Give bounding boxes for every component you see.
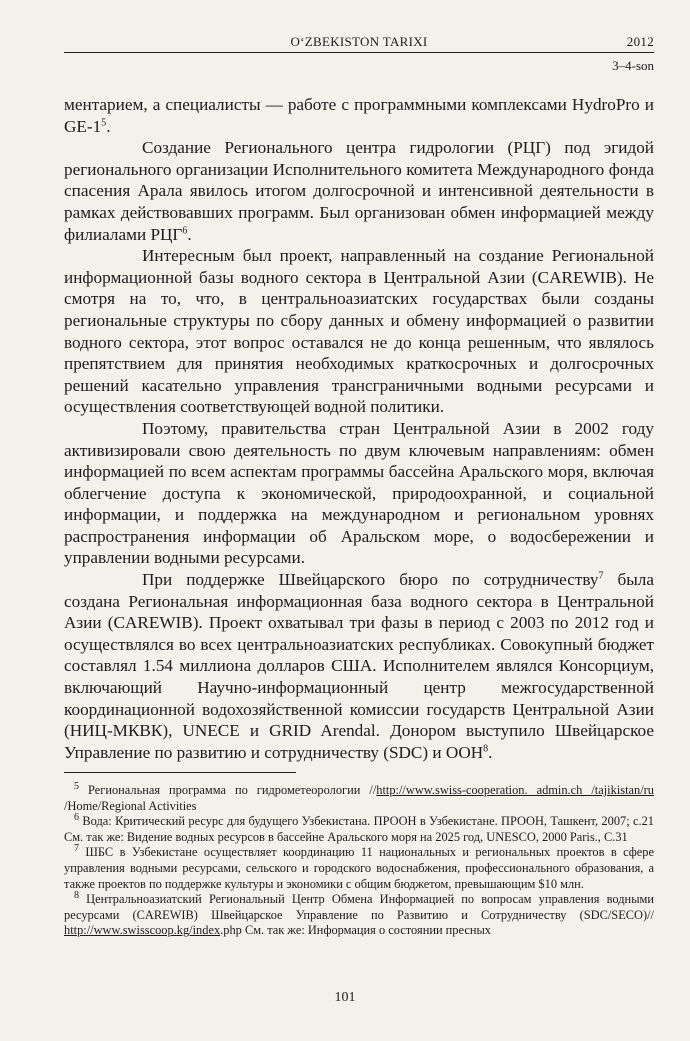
footnote-7 (64, 845, 654, 892)
paragraph-swiss-support (64, 569, 654, 763)
paragraph-text: Интересным был проект, направленный на создание Региональной информационной базы водного сектора в Центральной Азии (CAREWIB). Не смотря на то, что, в центральноазиатских государствах были созданы региональные структуры по сбору данных и обмену информацией о развитии водного сектора, этот вопрос оставался не до конца решенным, что являлось препятствием для принятия необходимых краткосрочных и долгосрочных решений касательно управления трансграничными водными ресурсами и осуществления соответствующей водной политики. (64, 246, 654, 417)
footnote-text: .php См. так же: Информация о состоянии пресных (220, 923, 491, 938)
paragraph-text: При поддержке Швейцарского бюро по сотрудничеству (142, 570, 599, 590)
paragraph-tail: . (488, 742, 493, 762)
footnote-ref-8[interactable]: 8 (483, 743, 489, 755)
issue-number: 3–4-son (612, 58, 654, 73)
paragraph-text: ментарием, а специалисты — работе с программными комплексами HydroPro и GE-1 (64, 95, 654, 136)
footnote-separator (64, 772, 296, 773)
footnote-8 (64, 892, 654, 939)
paragraph-governments (64, 418, 654, 569)
paragraph-rcg (64, 137, 654, 245)
footnote-link[interactable]: http://www.swiss-cooperation. admin.ch /tajikistan/ru (376, 783, 654, 797)
footnote-5 (64, 780, 654, 814)
footnote-link[interactable]: http://www.swisscoop.kg/index (64, 923, 221, 938)
header-year: 2012 (626, 34, 654, 49)
body-text (64, 94, 654, 763)
paragraph-text: была создана Региональная информационная база водного сектора в Центральной Азии (CAREWIB). Проект охватывал три фазы в период с 2003 по 2012 год и осуществлялся во всех центральноазиатских республиках. Совокупный бюджет составлял 1.54 миллиона долларов США. Исполнителем являлся Консорциум, включающий Научно-информационный центр межгосударственной координационной водохозяйственной комиссии государств Центральной Азии (НИЦ-МКВК), UNECE и GRID Arendal. Донором выступило Швейцарское Управление по развитию и сотрудничеству (SDC) и ООН (64, 570, 654, 762)
footnote-ref-5[interactable]: 5 (101, 116, 107, 128)
journal-title: O‘ZBEKISTON TARIXI (290, 34, 428, 49)
footnote-text: Вода: Критический ресурс для будущего Узбекистана. ПРООН в Узбекистане. ПРООН, Ташкент, 2007; с.21 См. так же: Видение водных ресурсов в бассейне Аральского моря на 2025 год, UNESCO, 2000 Paris., С.31 (64, 814, 654, 844)
footnote-6 (64, 814, 654, 845)
paragraph-continuation (64, 94, 654, 137)
footnote-text: /Home/Regional Activities (64, 798, 197, 813)
footnote-ref-6[interactable]: 6 (182, 224, 188, 236)
footnote-text: Центральноазиатский Региональный Центр Обмена Информацией по вопросам управления водными ресурсами (CAREWIB) Швейцарское Управление по Развитию и Сотрудничеству (SDC/SECO)// (64, 892, 654, 922)
paragraph-tail: . (187, 224, 192, 244)
footnote-mark: 5 (74, 780, 79, 792)
footnote-text: Региональная программа по гидрометеорологии // (79, 783, 377, 797)
paragraph-text: Поэтому, правительства стран Центральной Азии в 2002 году активизировали свою деятельность по двум ключевым направлениям: обмен информацией по всем аспектам программы бассейна Аральского моря, включая облегчение доступа к экономической, природоохранной, и социальной информации, и поддержка на международном и региональном уровнях распространения информации об Аральском море, о водосбережении и управлении водными ресурсами. (64, 418, 654, 568)
paragraph-text: Создание Регионального центра гидрологии (РЦГ) под эгидой регионального организации Исполнительного комитета Международного фонда спасения Арала явилось итогом долгосрочной и интенсивной деятельности в рамках действовавших программ. Был организован обмен информацией между филиалами РЦГ (64, 138, 654, 244)
page-number: 101 (334, 990, 356, 1005)
footnote-text: ШБС в Узбекистане осуществляет координацию 11 национальных и региональных проектов в сфере управления водными ресурсами, сельского и городского водоснабжения, профессионального образования, а также проектов по поддержке культуры и экономики с общим бюджетом, превышающим $10 млн. (64, 845, 654, 891)
footnote-mark: 8 (74, 890, 79, 902)
paragraph-carewib-intro (64, 245, 654, 418)
footnotes (64, 780, 654, 939)
footnote-mark: 7 (74, 843, 79, 855)
footnote-mark: 6 (74, 812, 79, 824)
header-rule (64, 52, 654, 53)
footnote-ref-7[interactable]: 7 (598, 570, 604, 582)
paragraph-tail: . (106, 116, 111, 136)
running-header (64, 32, 654, 52)
